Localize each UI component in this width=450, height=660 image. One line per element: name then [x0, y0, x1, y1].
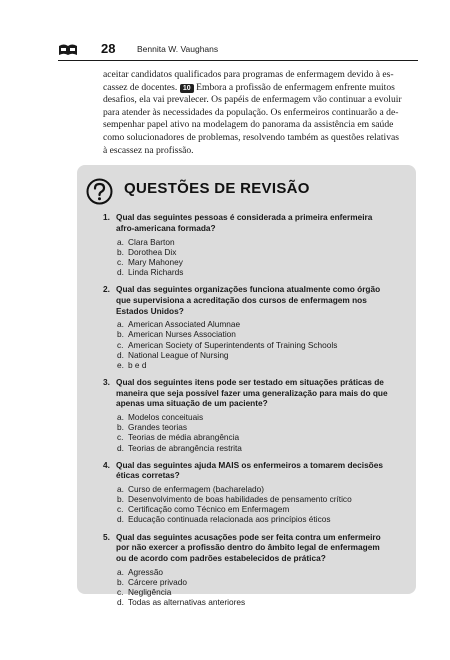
review-questions-box	[77, 165, 416, 608]
option-letter: d.	[117, 597, 124, 608]
option-text: Teorias de abrangência restrita	[128, 442, 242, 453]
question-stem	[103, 532, 409, 564]
option-letter: c.	[117, 256, 124, 267]
option-c	[117, 432, 409, 442]
option-letter: d.	[117, 442, 124, 453]
question-list	[103, 212, 409, 614]
option-a	[117, 237, 409, 247]
option-text: Todas as alternativas anteriores	[128, 597, 246, 608]
option-list	[117, 319, 409, 369]
stem-line: ou de acordo com padrões estabelecidos de prática?	[116, 553, 326, 564]
option-list	[117, 484, 409, 524]
stem-line: afro-americana formada?	[116, 222, 216, 233]
body-line: desafios, ela vai prevalecer. Os papéis de enfermagem vão continuar a evoluir	[103, 94, 402, 106]
option-e	[117, 360, 409, 370]
option-a	[117, 319, 409, 329]
option-letter: e.	[117, 359, 124, 370]
option-text: b e d	[128, 359, 147, 370]
option-letter: d.	[117, 349, 124, 360]
option-letter: c.	[117, 504, 124, 515]
option-text: Desenvolvimento de boas habilidades de pensamento crítico	[128, 494, 352, 505]
question-number: 3.	[103, 376, 110, 387]
option-d	[117, 597, 409, 607]
option-list	[117, 567, 409, 607]
body-line	[103, 82, 417, 95]
page-header	[58, 40, 418, 64]
option-letter: c.	[117, 587, 124, 598]
header-rule	[58, 60, 418, 61]
option-text: Curso de enfermagem (bacharelado)	[128, 484, 265, 495]
option-letter: b.	[117, 329, 124, 340]
option-b	[117, 247, 409, 257]
option-text: Grandes teorias	[128, 422, 188, 433]
option-c	[117, 587, 409, 597]
question-number: 1.	[103, 212, 110, 222]
option-text: Agressão	[128, 566, 164, 577]
question-number: 2.	[103, 283, 110, 294]
stem-line: Qual das seguintes acusações pode ser feita contra um enfermeiro	[116, 531, 381, 542]
option-a	[117, 412, 409, 422]
stem-line: Qual dos seguintes itens pode ser testado em situações práticas de	[116, 376, 384, 387]
option-letter: a.	[117, 566, 124, 577]
book-icon	[58, 43, 78, 57]
option-c	[117, 504, 409, 514]
option-letter: a.	[117, 412, 124, 423]
stem-line: Qual das seguintes ajuda MAIS os enfermeiros a tomarem decisões	[116, 459, 383, 470]
question-3	[103, 377, 409, 453]
body-line-text: Embora a profissão de enfermagem enfrente muitos	[196, 81, 395, 93]
option-d	[117, 267, 409, 277]
question-stem	[103, 212, 409, 234]
stem-line: que supervisiona a acreditação dos cursos de enfermagem nos	[116, 294, 367, 305]
option-list	[117, 412, 409, 452]
question-4	[103, 460, 409, 525]
question-stem	[103, 284, 409, 316]
option-letter: c.	[117, 432, 124, 443]
body-line: à escassez na profissão.	[103, 144, 194, 156]
option-letter: d.	[117, 514, 124, 525]
body-line-text: cassez de docentes.	[103, 81, 178, 93]
option-text: American Society of Superintendents of Training Schools	[128, 339, 338, 350]
stem-line: apenas uma situação de um paciente?	[116, 398, 268, 409]
option-letter: b.	[117, 422, 124, 433]
option-b	[117, 577, 409, 587]
stem-line: Qual das seguintes pessoas é considerada a primeira enfermeira	[116, 212, 373, 222]
option-list	[117, 237, 409, 277]
option-text: American Nurses Association	[128, 329, 236, 340]
stem-line: éticas corretas?	[116, 470, 180, 481]
stem-line: Qual das seguintes organizações funciona atualmente como órgão	[116, 283, 381, 294]
option-text: Educação continuada relacionada aos princípios éticos	[128, 514, 331, 525]
stem-line: maneira que seja possível fazer uma generalização para mais do que	[116, 387, 388, 398]
option-text: Clara Barton	[128, 236, 175, 247]
question-number: 4.	[103, 459, 110, 470]
option-letter: d.	[117, 266, 124, 277]
option-letter: b.	[117, 246, 124, 257]
option-text: Cárcere privado	[128, 577, 188, 588]
review-title: QUESTÕES DE REVISÃO	[124, 180, 310, 197]
option-b	[117, 422, 409, 432]
stem-line: por não exercer a profissão dentro do âmbito legal de enfermagem	[116, 542, 380, 553]
question-mark-circle-icon	[86, 178, 113, 205]
option-text: Certificação como Técnico em Enfermagem	[128, 504, 290, 515]
option-text: Teorias de média abrangência	[128, 432, 240, 443]
option-letter: b.	[117, 577, 124, 588]
page-number: 28	[101, 41, 116, 56]
option-letter: a.	[117, 484, 124, 495]
question-stem	[103, 377, 409, 409]
option-text: Linda Richards	[128, 266, 184, 277]
option-a	[117, 567, 409, 577]
question-1	[103, 212, 409, 277]
reference-badge: 10	[180, 84, 194, 93]
option-b	[117, 329, 409, 339]
stem-line: Estados Unidos?	[116, 305, 184, 316]
body-line: como solucionadores de problemas, resolvendo também as questões relativas	[103, 131, 399, 143]
question-2	[103, 284, 409, 370]
body-line: aceitar candidatos qualificados para programas de enfermagem devido à es-	[103, 69, 394, 80]
option-text: Negligência	[128, 587, 172, 598]
option-b	[117, 494, 409, 504]
option-c	[117, 257, 409, 267]
option-text: Dorothea Dix	[128, 246, 177, 257]
option-a	[117, 484, 409, 494]
body-line: para atender às necessidades da população. Os enfermeiros continuarão a de-	[103, 106, 399, 118]
question-number: 5.	[103, 531, 110, 542]
option-text: Modelos conceituais	[128, 412, 204, 423]
question-stem	[103, 460, 409, 482]
option-d	[117, 443, 409, 453]
option-letter: a.	[117, 319, 124, 330]
body-line: sempenhar papel ativo na modelagem do panorama da assistência em saúde	[103, 119, 394, 131]
option-letter: b.	[117, 494, 124, 505]
option-text: Mary Mahoney	[128, 256, 183, 267]
option-d	[117, 350, 409, 360]
option-letter: a.	[117, 236, 124, 247]
option-c	[117, 340, 409, 350]
running-head: Bennita W. Vaughans	[137, 44, 219, 54]
option-letter: c.	[117, 339, 124, 350]
question-5	[103, 532, 409, 608]
option-text: American Associated Alumnae	[128, 319, 241, 330]
body-paragraph	[103, 69, 417, 157]
option-d	[117, 514, 409, 524]
option-text: National League of Nursing	[128, 349, 229, 360]
